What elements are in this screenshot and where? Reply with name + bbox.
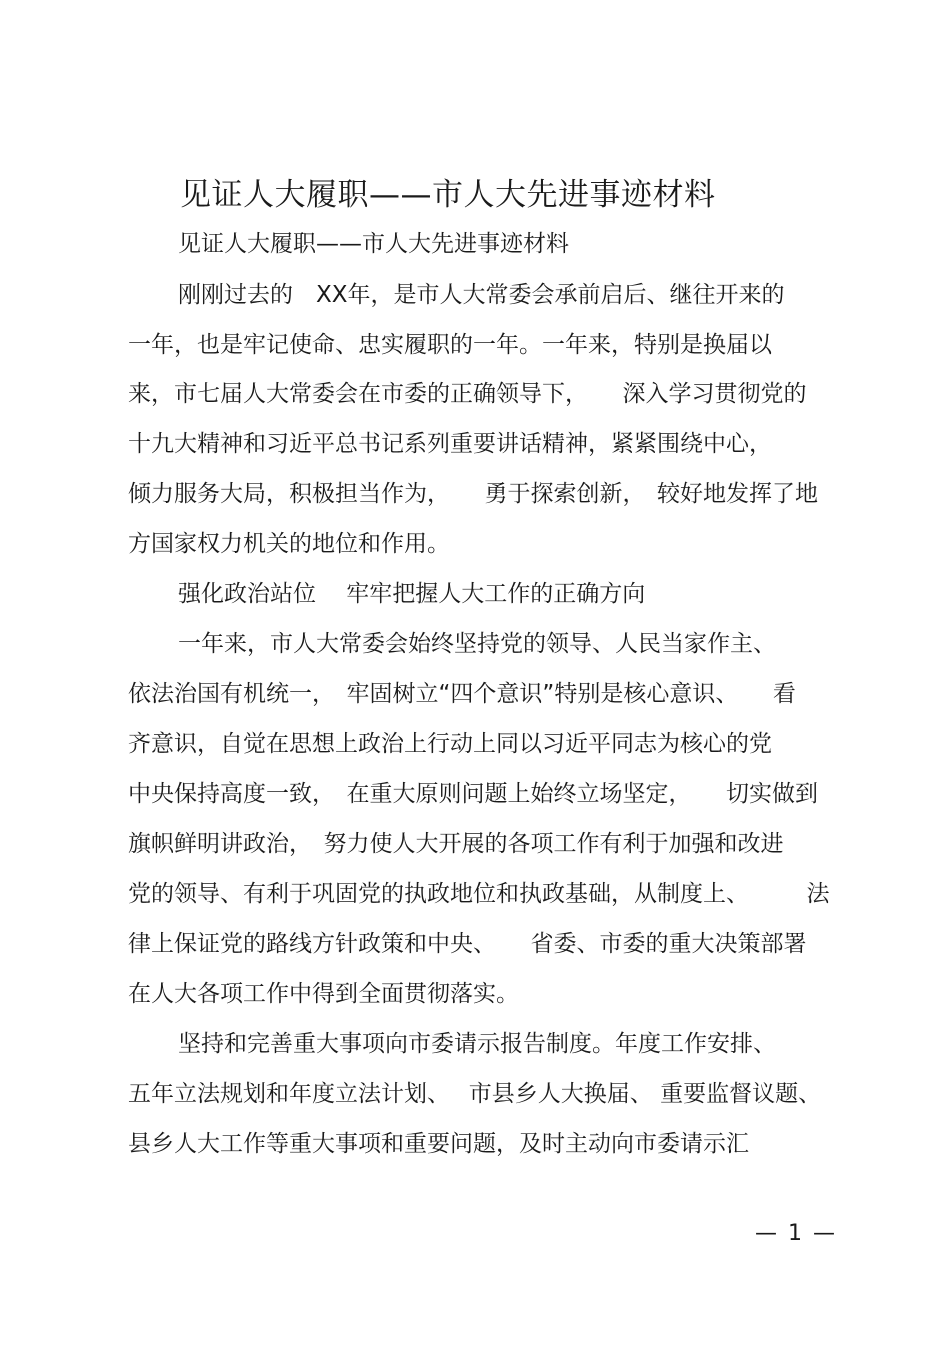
paragraph-line: 一年来，市人大常委会始终坚持党的领导、人民当家作主、 — [178, 631, 776, 657]
paragraph-line: 一年，也是牢记使命、忠实履职的一年。一年来，特别是换届以 — [128, 332, 772, 358]
paragraph-line: 依法治国有机统一， 牢固树立“四个意识”特别是核心意识、 看 — [128, 681, 796, 707]
paragraph-line: 倾力服务大局，积极担当作为， 勇于探索创新， 较好地发挥了地 — [128, 481, 818, 507]
document-subtitle: 见证人大履职——市人大先进事迹材料 — [178, 231, 569, 257]
paragraph-line: 旗帜鲜明讲政治， 努力使人大开展的各项工作有利于加强和改进 — [128, 831, 784, 857]
paragraph-line: 十九大精神和习近平总书记系列重要讲话精神，紧紧围绕中心， — [128, 431, 772, 457]
section-heading: 强化政治站位 牢牢把握人大工作的正确方向 — [178, 581, 646, 607]
paragraph-line: 刚刚过去的 XX年，是市人大常委会承前启后、继往开来的 — [178, 282, 785, 308]
paragraph-line: 律上保证党的路线方针政策和中央、 省委、市委的重大决策部署 — [128, 931, 807, 957]
paragraph-line: 坚持和完善重大事项向市委请示报告制度。年度工作安排、 — [178, 1031, 776, 1057]
paragraph-line: 在人大各项工作中得到全面贯彻落实。 — [128, 981, 519, 1007]
document-title: 见证人大履职——市人大先进事迹材料 — [180, 177, 716, 213]
paragraph-line: 县乡人大工作等重大事项和重要问题，及时主动向市委请示汇 — [128, 1131, 749, 1157]
paragraph-line: 党的领导、有利于巩固党的执政地位和执政基础，从制度上、 法 — [128, 881, 830, 907]
paragraph-line: 中央保持高度一致， 在重大原则问题上始终立场坚定， 切实做到 — [128, 781, 818, 807]
paragraph-line: 齐意识，自觉在思想上政治上行动上同以习近平同志为核心的党 — [128, 731, 772, 757]
paragraph-line: 五年立法规划和年度立法计划、 市县乡人大换届、 重要监督议题、 — [128, 1081, 822, 1107]
page-number: — 1 — — [755, 1221, 837, 1246]
paragraph-line: 来，市七届人大常委会在市委的正确领导下， 深入学习贯彻党的 — [128, 381, 807, 407]
paragraph-line: 方国家权力机关的地位和作用。 — [128, 531, 450, 557]
